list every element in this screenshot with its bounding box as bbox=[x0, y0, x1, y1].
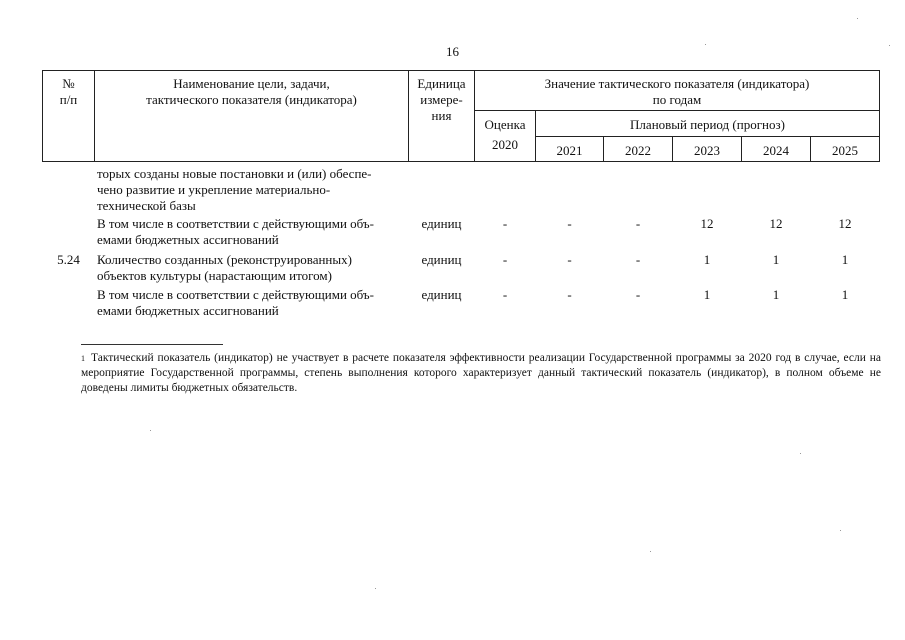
row-2-num: 5.24 bbox=[57, 252, 80, 267]
row-1-value-2020: - bbox=[502, 216, 508, 231]
row-1-value-2024: 12 bbox=[769, 216, 783, 231]
scan-speck bbox=[800, 453, 801, 454]
page-number: 16 bbox=[446, 44, 459, 59]
row-1-value-2022: - bbox=[635, 216, 641, 231]
row-3-name: В том числе в соответствии с действующими объ- емами бюджетных ассигнований bbox=[97, 287, 374, 318]
row-3-value-2020: - bbox=[502, 287, 508, 302]
scan-speck bbox=[150, 430, 151, 431]
row-2-value-2024: 1 bbox=[772, 252, 780, 267]
scan-speck bbox=[889, 45, 890, 46]
header-estimate: Оценка bbox=[484, 117, 526, 132]
header-year-2025: 2025 bbox=[832, 143, 858, 158]
scan-speck bbox=[840, 530, 841, 531]
table-border-top bbox=[42, 70, 880, 71]
scan-speck bbox=[375, 588, 376, 589]
header-year-2022: 2022 bbox=[625, 143, 651, 158]
row-3-value-2023: 1 bbox=[703, 287, 711, 302]
table-header-bottom bbox=[42, 161, 880, 162]
scan-speck bbox=[650, 551, 651, 552]
row-3-unit: единиц bbox=[421, 287, 462, 302]
row-3-value-2021: - bbox=[567, 287, 572, 302]
row-1-value-2023: 12 bbox=[700, 216, 714, 231]
header-num: № п/п bbox=[59, 76, 78, 107]
header-name: Наименование цели, задачи, тактического показателя (индикатора) bbox=[146, 76, 357, 107]
footnote-text: Тактический показатель (индикатор) не участвует в расчете показателя эффективности реализации Государственной программы за 2020 год в случае, если на мероприятие Государственной программы, степень выполнения которого характеризует данный тактический показатель (индикатор), в полном объеме не доведены лимиты бюджетных обязательств. bbox=[81, 352, 881, 394]
row-2-value-2022: - bbox=[635, 252, 641, 267]
row-2-value-2020: - bbox=[502, 252, 508, 267]
row-2-value-2023: 1 bbox=[703, 252, 711, 267]
footnote bbox=[81, 351, 881, 396]
footnote-marker: 1 bbox=[81, 354, 85, 363]
header-value: Значение тактического показателя (индикатора) по годам bbox=[544, 76, 810, 107]
row-2-value-2021: - bbox=[567, 252, 572, 267]
row-0-name: торых созданы новые постановки и (или) обеспе- чено развитие и укрепление материально- технической базы bbox=[97, 166, 372, 213]
header-plan-period: Плановый период (прогноз) bbox=[630, 117, 785, 132]
header-estimate-year: 2020 bbox=[492, 137, 518, 152]
row-2-value-2025: 1 bbox=[841, 252, 849, 267]
header-year-2021: 2021 bbox=[556, 143, 583, 158]
table-border-right bbox=[879, 70, 880, 162]
table-hline-plan bbox=[535, 136, 880, 137]
row-1-unit: единиц bbox=[421, 216, 462, 231]
row-2-name: Количество созданных (реконструированных) объектов культуры (нарастающим итогом) bbox=[97, 252, 352, 283]
footnote-rule bbox=[81, 344, 223, 345]
header-year-2023: 2023 bbox=[694, 143, 720, 158]
row-3-value-2025: 1 bbox=[841, 287, 849, 302]
row-1-name: В том числе в соответствии с действующими объ- емами бюджетных ассигнований bbox=[97, 216, 374, 247]
row-3-value-2022: - bbox=[635, 287, 641, 302]
row-3-value-2024: 1 bbox=[772, 287, 780, 302]
scan-speck bbox=[857, 18, 858, 19]
row-2-unit: единиц bbox=[421, 252, 462, 267]
header-year-2024: 2024 bbox=[763, 143, 789, 158]
scan-speck bbox=[705, 44, 706, 45]
row-1-value-2025: 12 bbox=[838, 216, 852, 231]
row-1-value-2021: - bbox=[567, 216, 572, 231]
header-unit: Единица измере- ния bbox=[417, 76, 466, 123]
